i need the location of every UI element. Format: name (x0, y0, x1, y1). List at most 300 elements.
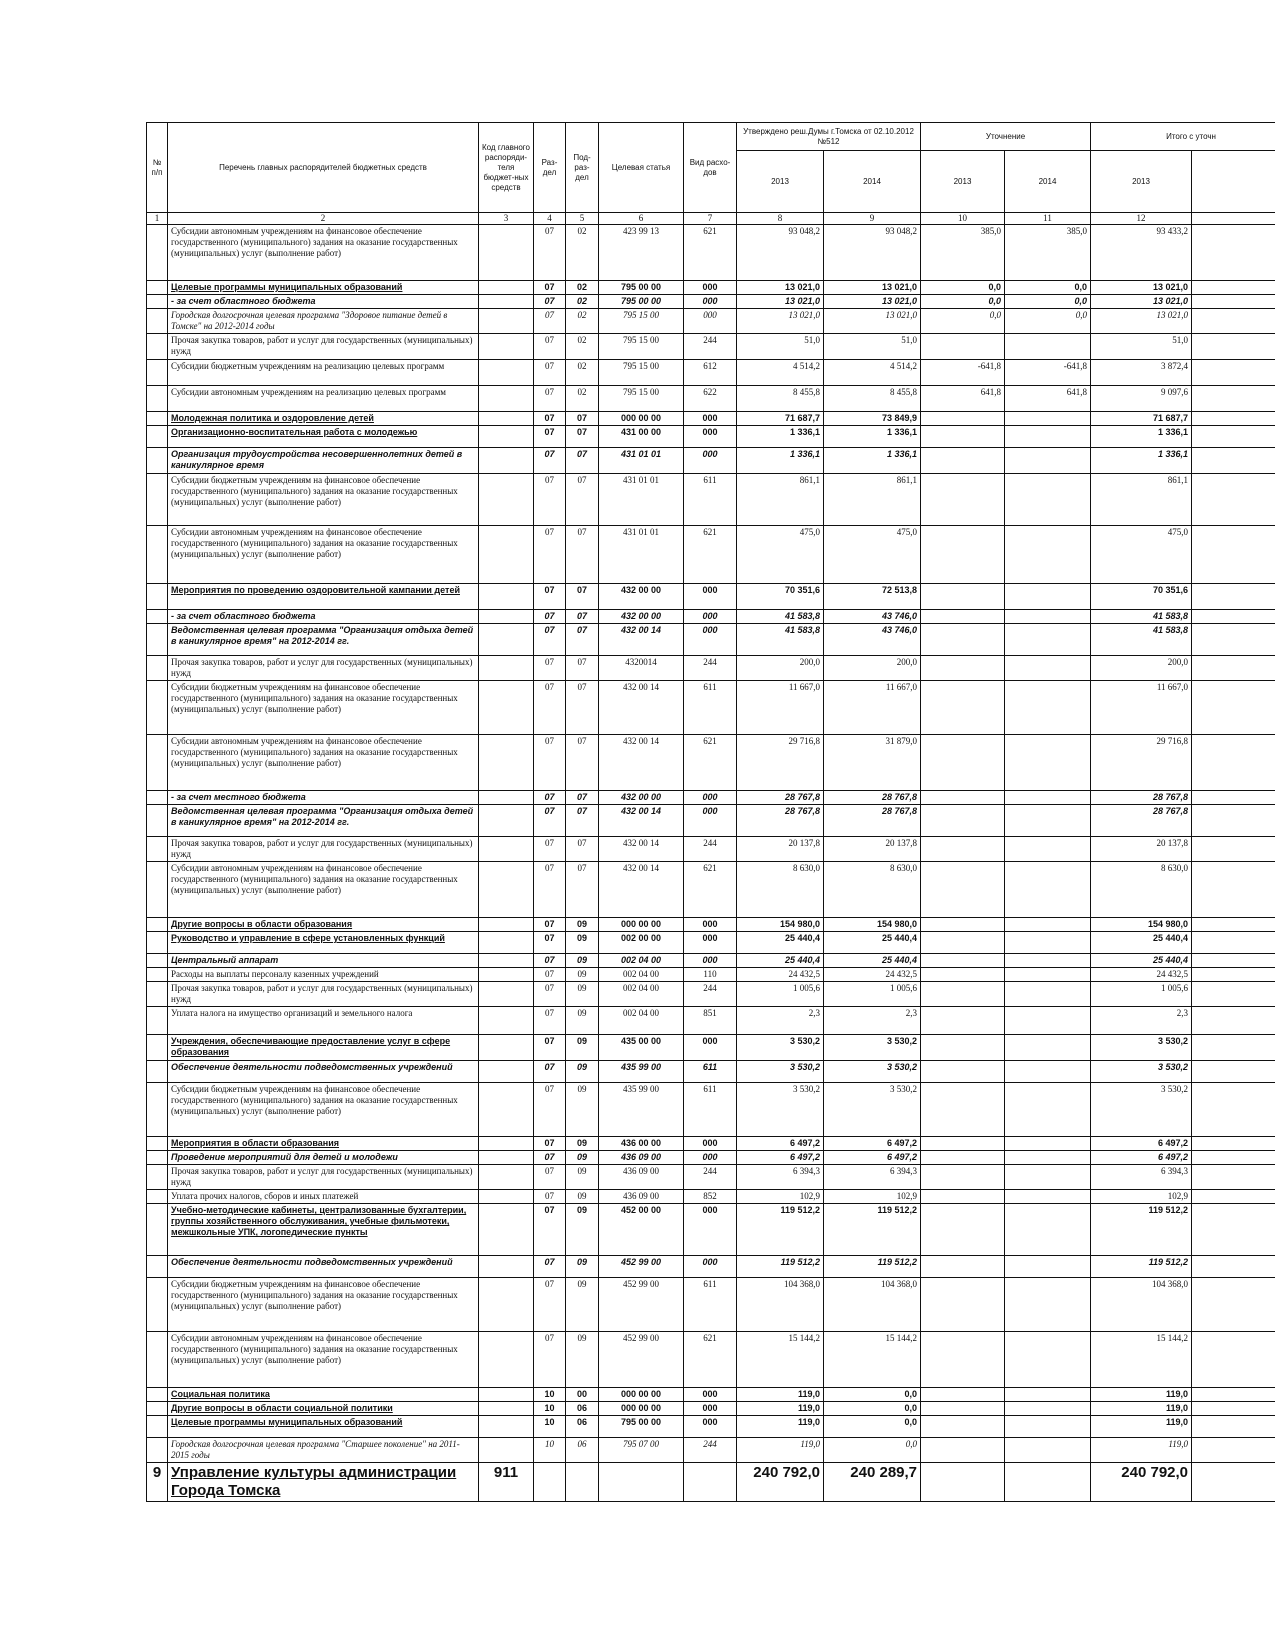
row-number (147, 448, 168, 474)
row-subsection: 07 (566, 791, 599, 805)
row-changes-2014 (1005, 932, 1091, 954)
row-name: Молодежная политика и оздоровление детей (168, 412, 479, 426)
row-total-2014 (1192, 412, 1275, 426)
row-changes-2013 (921, 412, 1005, 426)
row-approved-2014: 11 667,0 (824, 681, 921, 735)
row-approved-2013: 1 336,1 (737, 426, 824, 448)
row-changes-2013 (921, 1137, 1005, 1151)
row-name: Субсидии бюджетным учреждениям на финансовое обеспечение государственного (муниципального) задания на оказание государственных (муниципальных) услуг (выполнение работ) (168, 681, 479, 735)
column-index-cell: 1 (147, 213, 168, 225)
row-changes-2014 (1005, 1402, 1091, 1416)
row-name: Расходы на выплаты персоналу казенных учреждений (168, 968, 479, 982)
row-total-2013: 25 440,4 (1091, 932, 1192, 954)
row-number (147, 474, 168, 526)
row-total-2013: 13 021,0 (1091, 309, 1192, 334)
row-article: 435 00 00 (599, 1035, 684, 1061)
row-name: Учебно-методические кабинеты, централизованные бухгалтерии, группы хозяйственного обслуживания, учебные фильмотеки, межшкольные УПК, логопедические пункты (168, 1204, 479, 1256)
row-changes-2014 (1005, 474, 1091, 526)
row-total-2013: 3 530,2 (1091, 1083, 1192, 1137)
row-article: 432 00 14 (599, 735, 684, 791)
table-row (147, 1204, 1275, 1256)
row-changes-2013 (921, 1204, 1005, 1256)
row-approved-2013: 24 432,5 (737, 968, 824, 982)
row-approved-2014: 102,9 (824, 1190, 921, 1204)
row-total-2013: 240 792,0 (1091, 1463, 1192, 1502)
row-changes-2014 (1005, 1332, 1091, 1388)
row-total-2014 (1192, 1204, 1275, 1256)
row-approved-2013: 1 005,6 (737, 982, 824, 1007)
row-total-2014 (1192, 791, 1275, 805)
col-expense-type-header: Вид расхо-дов (684, 123, 737, 213)
row-approved-2014: 6 497,2 (824, 1151, 921, 1165)
row-section: 07 (534, 862, 566, 918)
row-admin-code (479, 610, 534, 624)
row-subsection: 07 (566, 412, 599, 426)
row-section: 07 (534, 1061, 566, 1083)
row-expense-type: 000 (684, 1151, 737, 1165)
row-expense-type: 000 (684, 918, 737, 932)
row-number (147, 309, 168, 334)
row-total-2013: 25 440,4 (1091, 954, 1192, 968)
row-changes-2014 (1005, 805, 1091, 837)
row-total-2014 (1192, 1083, 1275, 1137)
row-subsection: 06 (566, 1416, 599, 1438)
table-row (147, 1061, 1275, 1083)
row-admin-code (479, 1278, 534, 1332)
row-approved-2014: 3 530,2 (824, 1061, 921, 1083)
row-article: 000 00 00 (599, 1402, 684, 1416)
row-total-2013: 475,0 (1091, 526, 1192, 584)
row-subsection: 09 (566, 1190, 599, 1204)
row-name: Ведомственная целевая программа "Организация отдыха детей в каникулярное время" на 2012-2014 гг. (168, 805, 479, 837)
row-approved-2013: 2,3 (737, 1007, 824, 1035)
budget-table (146, 122, 1275, 1502)
table-row (147, 426, 1275, 448)
table-row (147, 334, 1275, 360)
row-expense-type: 612 (684, 360, 737, 386)
row-subsection: 09 (566, 1007, 599, 1035)
row-expense-type: 000 (684, 1388, 737, 1402)
row-total-2013: 24 432,5 (1091, 968, 1192, 982)
row-approved-2013: 93 048,2 (737, 225, 824, 281)
row-number (147, 982, 168, 1007)
row-subsection: 09 (566, 1278, 599, 1332)
row-approved-2014: 475,0 (824, 526, 921, 584)
row-name: Городская долгосрочная целевая программа "Старшее поколение" на 2011-2015 годы (168, 1438, 479, 1463)
row-subsection: 07 (566, 735, 599, 791)
row-total-2013: 119 512,2 (1091, 1256, 1192, 1278)
row-expense-type: 621 (684, 526, 737, 584)
row-total-2013: 119,0 (1091, 1416, 1192, 1438)
row-total-2013: 11 667,0 (1091, 681, 1192, 735)
row-total-2014 (1192, 1061, 1275, 1083)
row-total-2014 (1192, 610, 1275, 624)
table-row (147, 1388, 1275, 1402)
row-total-2014 (1192, 1007, 1275, 1035)
row-approved-2013: 119,0 (737, 1402, 824, 1416)
row-number (147, 1083, 168, 1137)
row-expense-type: 622 (684, 386, 737, 412)
row-approved-2013: 6 394,3 (737, 1165, 824, 1190)
row-name: Центральный аппарат (168, 954, 479, 968)
row-article: 002 04 00 (599, 982, 684, 1007)
row-total-2014 (1192, 474, 1275, 526)
row-subsection: 02 (566, 225, 599, 281)
row-total-2013: 13 021,0 (1091, 281, 1192, 295)
row-expense-type: 000 (684, 584, 737, 610)
row-subsection: 09 (566, 1151, 599, 1165)
row-expense-type: 000 (684, 1256, 737, 1278)
row-admin-code (479, 982, 534, 1007)
row-section: 07 (534, 309, 566, 334)
row-expense-type: 000 (684, 1204, 737, 1256)
column-index-cell: 6 (599, 213, 684, 225)
row-approved-2014: 43 746,0 (824, 610, 921, 624)
row-subsection: 02 (566, 295, 599, 309)
row-admin-code (479, 932, 534, 954)
row-admin-code (479, 1438, 534, 1463)
row-subsection: 09 (566, 1083, 599, 1137)
row-changes-2014 (1005, 334, 1091, 360)
row-admin-code (479, 1332, 534, 1388)
row-admin-code (479, 918, 534, 932)
row-changes-2014: 0,0 (1005, 309, 1091, 334)
row-number (147, 1165, 168, 1190)
row-changes-2013 (921, 334, 1005, 360)
row-name: Субсидии бюджетным учреждениям на финансовое обеспечение государственного (муниципального) задания на оказание государственных (муниципальных) услуг (выполнение работ) (168, 1083, 479, 1137)
row-approved-2014: 0,0 (824, 1388, 921, 1402)
row-admin-code (479, 1137, 534, 1151)
row-section: 07 (534, 837, 566, 862)
row-admin-code (479, 1388, 534, 1402)
row-changes-2013: 0,0 (921, 309, 1005, 334)
row-total-2014 (1192, 426, 1275, 448)
row-article: 436 09 00 (599, 1151, 684, 1165)
row-subsection: 09 (566, 1061, 599, 1083)
row-total-2013: 51,0 (1091, 334, 1192, 360)
row-approved-2013: 200,0 (737, 656, 824, 681)
row-number (147, 610, 168, 624)
row-changes-2013: 0,0 (921, 281, 1005, 295)
row-number (147, 1137, 168, 1151)
row-changes-2014: 641,8 (1005, 386, 1091, 412)
row-number (147, 1151, 168, 1165)
row-approved-2013: 28 767,8 (737, 791, 824, 805)
row-name: Уплата прочих налогов, сборов и иных платежей (168, 1190, 479, 1204)
row-subsection: 09 (566, 968, 599, 982)
row-changes-2014 (1005, 1007, 1091, 1035)
row-changes-2013 (921, 1083, 1005, 1137)
row-name: Другие вопросы в области социальной политики (168, 1402, 479, 1416)
row-article (599, 1463, 684, 1502)
row-approved-2013: 119 512,2 (737, 1256, 824, 1278)
row-subsection: 09 (566, 954, 599, 968)
row-expense-type: 621 (684, 862, 737, 918)
row-subsection: 07 (566, 862, 599, 918)
row-expense-type: 000 (684, 448, 737, 474)
row-name: Другие вопросы в области образования (168, 918, 479, 932)
table-row (147, 954, 1275, 968)
row-changes-2014: 0,0 (1005, 295, 1091, 309)
row-approved-2014: 6 497,2 (824, 1137, 921, 1151)
column-index-cell: 9 (824, 213, 921, 225)
row-admin-code (479, 1256, 534, 1278)
row-total-2014 (1192, 1278, 1275, 1332)
row-expense-type: 000 (684, 1416, 737, 1438)
row-number (147, 918, 168, 932)
row-number (147, 1061, 168, 1083)
row-article: 000 00 00 (599, 1388, 684, 1402)
row-subsection: 07 (566, 474, 599, 526)
row-changes-2014 (1005, 584, 1091, 610)
row-changes-2013 (921, 1190, 1005, 1204)
row-number (147, 1035, 168, 1061)
row-name: Субсидии автономным учреждениям на реализацию целевых программ (168, 386, 479, 412)
row-expense-type: 611 (684, 474, 737, 526)
row-expense-type: 000 (684, 309, 737, 334)
row-admin-code (479, 474, 534, 526)
row-changes-2013 (921, 918, 1005, 932)
row-approved-2014: 1 336,1 (824, 426, 921, 448)
row-changes-2014 (1005, 426, 1091, 448)
row-name: - за счет местного бюджета (168, 791, 479, 805)
row-changes-2014 (1005, 1190, 1091, 1204)
row-changes-2014 (1005, 610, 1091, 624)
row-name: Учреждения, обеспечивающие предоставление услуг в сфере образования (168, 1035, 479, 1061)
row-article: 423 99 13 (599, 225, 684, 281)
row-admin-code (479, 805, 534, 837)
table-row (147, 295, 1275, 309)
row-total-2013: 1 336,1 (1091, 448, 1192, 474)
row-approved-2014: 8 455,8 (824, 386, 921, 412)
table-row (147, 386, 1275, 412)
row-name: Целевые программы муниципальных образований (168, 1416, 479, 1438)
row-subsection: 07 (566, 448, 599, 474)
column-index-cell: 4 (534, 213, 566, 225)
col-section-header: Раз-дел (534, 123, 566, 213)
row-changes-2013 (921, 837, 1005, 862)
row-expense-type: 244 (684, 1165, 737, 1190)
row-number (147, 1204, 168, 1256)
row-approved-2014: 13 021,0 (824, 281, 921, 295)
row-number (147, 295, 168, 309)
row-admin-code (479, 791, 534, 805)
row-article: 436 00 00 (599, 1137, 684, 1151)
table-row (147, 791, 1275, 805)
row-total-2014 (1192, 1388, 1275, 1402)
row-changes-2013 (921, 624, 1005, 656)
row-changes-2014 (1005, 1083, 1091, 1137)
row-changes-2014 (1005, 1204, 1091, 1256)
row-changes-2013 (921, 968, 1005, 982)
row-total-2014 (1192, 624, 1275, 656)
row-total-2013: 20 137,8 (1091, 837, 1192, 862)
row-name: Субсидии бюджетным учреждениям на реализацию целевых программ (168, 360, 479, 386)
row-total-2014 (1192, 1165, 1275, 1190)
row-section: 07 (534, 526, 566, 584)
row-total-2013: 71 687,7 (1091, 412, 1192, 426)
row-expense-type: 244 (684, 334, 737, 360)
row-article: 795 15 00 (599, 360, 684, 386)
row-total-2014 (1192, 1256, 1275, 1278)
table-row (147, 1416, 1275, 1438)
row-number (147, 837, 168, 862)
column-index-cell: 3 (479, 213, 534, 225)
row-total-2013: 200,0 (1091, 656, 1192, 681)
column-index-cell: 7 (684, 213, 737, 225)
row-expense-type: 000 (684, 805, 737, 837)
row-total-2014 (1192, 1190, 1275, 1204)
row-expense-type: 000 (684, 1402, 737, 1416)
table-row (147, 610, 1275, 624)
row-number: 9 (147, 1463, 168, 1502)
row-name: Прочая закупка товаров, работ и услуг для государственных (муниципальных) нужд (168, 1165, 479, 1190)
row-total-2014 (1192, 1416, 1275, 1438)
row-subsection: 09 (566, 1256, 599, 1278)
row-subsection: 07 (566, 624, 599, 656)
row-total-2014 (1192, 584, 1275, 610)
row-number (147, 1402, 168, 1416)
row-approved-2013: 13 021,0 (737, 309, 824, 334)
row-subsection (566, 1463, 599, 1502)
col-article-header: Целевая статья (599, 123, 684, 213)
row-changes-2013 (921, 584, 1005, 610)
row-admin-code (479, 386, 534, 412)
row-total-2014 (1192, 360, 1275, 386)
row-approved-2014: 104 368,0 (824, 1278, 921, 1332)
table-row (147, 1438, 1275, 1463)
row-number (147, 1416, 168, 1438)
row-number (147, 360, 168, 386)
row-number (147, 805, 168, 837)
row-total-2014 (1192, 932, 1275, 954)
row-name: Субсидии бюджетным учреждениям на финансовое обеспечение государственного (муниципального) задания на оказание государственных (муниципальных) услуг (выполнение работ) (168, 474, 479, 526)
row-section: 07 (534, 386, 566, 412)
row-admin-code (479, 295, 534, 309)
row-changes-2013 (921, 805, 1005, 837)
row-section: 07 (534, 791, 566, 805)
row-total-2013: 102,9 (1091, 1190, 1192, 1204)
row-changes-2014 (1005, 624, 1091, 656)
row-changes-2014 (1005, 837, 1091, 862)
row-number (147, 386, 168, 412)
row-approved-2014: 25 440,4 (824, 954, 921, 968)
row-article: 4320014 (599, 656, 684, 681)
row-section: 07 (534, 334, 566, 360)
row-expense-type: 244 (684, 837, 737, 862)
row-admin-code (479, 448, 534, 474)
row-article: 432 00 14 (599, 837, 684, 862)
row-changes-2014 (1005, 735, 1091, 791)
row-admin-code (479, 954, 534, 968)
table-row (147, 1007, 1275, 1035)
row-section: 07 (534, 1007, 566, 1035)
row-number (147, 1388, 168, 1402)
col-approved-header: Утверждено реш.Думы г.Томска от 02.10.2012 №512 (737, 123, 921, 151)
row-changes-2013 (921, 982, 1005, 1007)
table-row (147, 862, 1275, 918)
row-changes-2013: 385,0 (921, 225, 1005, 281)
row-total-2013: 119,0 (1091, 1402, 1192, 1416)
row-number (147, 862, 168, 918)
row-approved-2014: 25 440,4 (824, 932, 921, 954)
row-section: 07 (534, 1083, 566, 1137)
row-section: 07 (534, 295, 566, 309)
table-row (147, 1190, 1275, 1204)
row-number (147, 584, 168, 610)
row-total-2013: 13 021,0 (1091, 295, 1192, 309)
row-approved-2014: 6 394,3 (824, 1165, 921, 1190)
row-number (147, 334, 168, 360)
row-section: 07 (534, 360, 566, 386)
row-total-2013: 119 512,2 (1091, 1204, 1192, 1256)
row-total-2013: 8 630,0 (1091, 862, 1192, 918)
row-section: 07 (534, 1204, 566, 1256)
row-expense-type: 244 (684, 982, 737, 1007)
row-article: 431 01 01 (599, 448, 684, 474)
row-subsection: 07 (566, 805, 599, 837)
row-approved-2013: 1 336,1 (737, 448, 824, 474)
row-admin-code (479, 1190, 534, 1204)
row-approved-2013: 15 144,2 (737, 1332, 824, 1388)
row-article: 435 99 00 (599, 1083, 684, 1137)
row-total-2013: 104 368,0 (1091, 1278, 1192, 1332)
row-admin-code (479, 1035, 534, 1061)
row-admin-code (479, 837, 534, 862)
col-admin-code-header: Код главного распоряди-теля бюджет-ных средств (479, 123, 534, 213)
row-changes-2014 (1005, 954, 1091, 968)
row-total-2013: 1 336,1 (1091, 426, 1192, 448)
table-row (147, 1332, 1275, 1388)
row-article: 432 00 14 (599, 624, 684, 656)
row-expense-type: 110 (684, 968, 737, 982)
row-admin-code (479, 1007, 534, 1035)
row-section: 07 (534, 982, 566, 1007)
row-article: 795 15 00 (599, 309, 684, 334)
row-changes-2014 (1005, 918, 1091, 932)
row-approved-2013: 475,0 (737, 526, 824, 584)
row-total-2013: 28 767,8 (1091, 805, 1192, 837)
row-section: 07 (534, 1190, 566, 1204)
row-article: 000 00 00 (599, 918, 684, 932)
row-subsection: 07 (566, 526, 599, 584)
row-approved-2013: 119,0 (737, 1416, 824, 1438)
row-total-2013: 2,3 (1091, 1007, 1192, 1035)
row-approved-2013: 41 583,8 (737, 624, 824, 656)
row-name: Уплата налога на имущество организаций и земельного налога (168, 1007, 479, 1035)
column-index-row (147, 213, 1275, 225)
row-number (147, 656, 168, 681)
row-admin-code (479, 1061, 534, 1083)
total-2014-header (1192, 151, 1275, 213)
row-approved-2014: 3 530,2 (824, 1083, 921, 1137)
table-row (147, 1083, 1275, 1137)
row-approved-2014: 15 144,2 (824, 1332, 921, 1388)
row-name: Субсидии автономным учреждениям на финансовое обеспечение государственного (муниципального) задания на оказание государственных (муниципальных) услуг (выполнение работ) (168, 225, 479, 281)
row-changes-2013 (921, 656, 1005, 681)
row-subsection: 09 (566, 932, 599, 954)
row-admin-code (479, 1204, 534, 1256)
row-changes-2014: 0,0 (1005, 281, 1091, 295)
row-article: 795 15 00 (599, 386, 684, 412)
row-article: 431 01 01 (599, 474, 684, 526)
row-number (147, 735, 168, 791)
row-approved-2014: 43 746,0 (824, 624, 921, 656)
row-total-2014 (1192, 968, 1275, 982)
row-changes-2014 (1005, 526, 1091, 584)
row-section: 07 (534, 805, 566, 837)
row-expense-type: 000 (684, 412, 737, 426)
